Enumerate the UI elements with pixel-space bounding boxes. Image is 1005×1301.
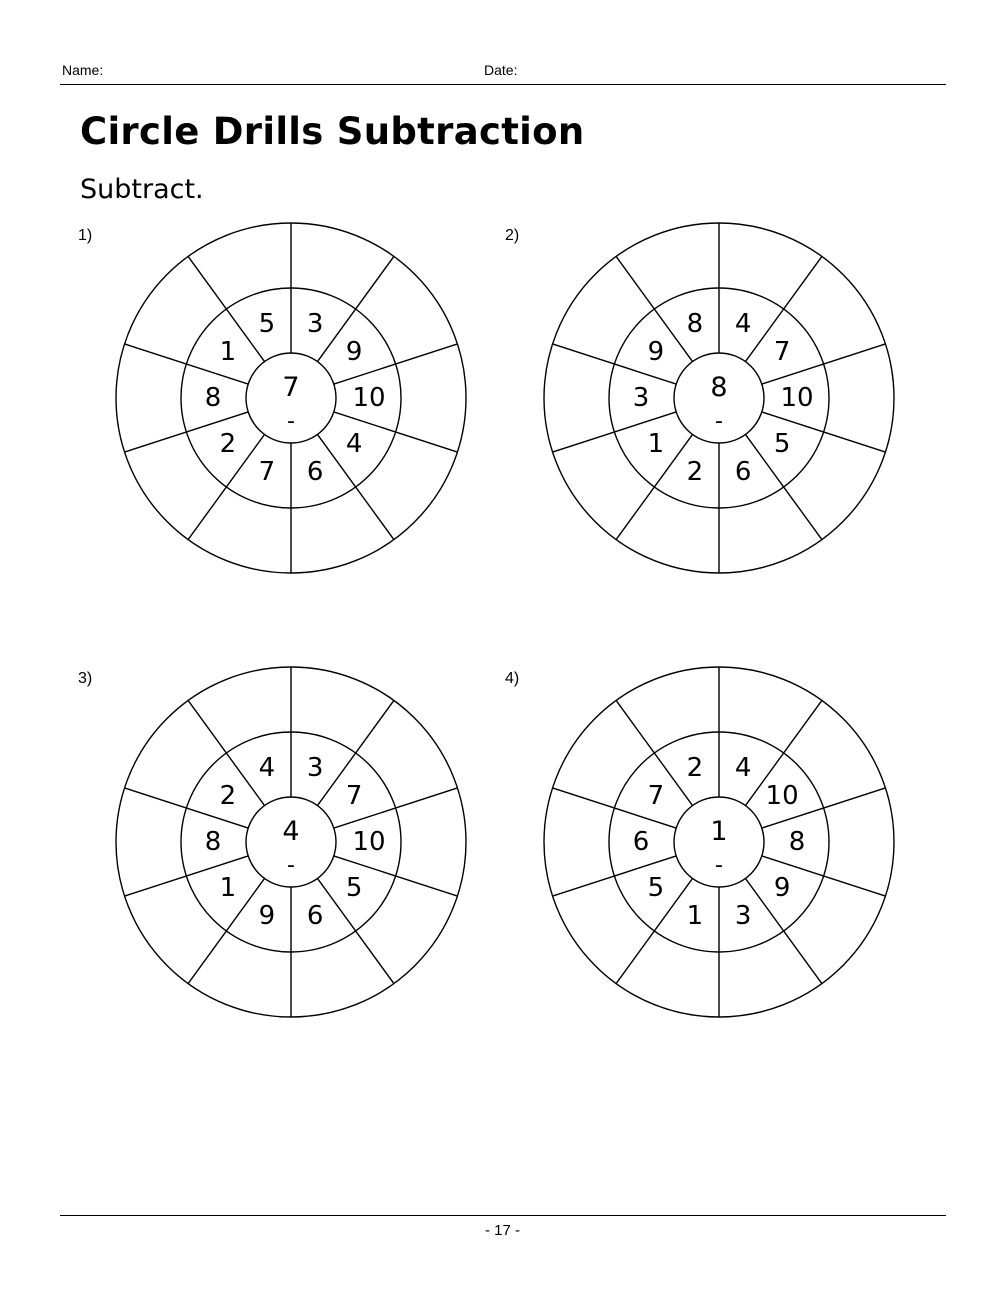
- answer-cell[interactable]: [816, 744, 852, 772]
- drill-number: 5: [647, 872, 665, 903]
- drill-number: 5: [258, 308, 276, 339]
- drill-number: 10: [352, 383, 386, 413]
- drill-number: 3: [734, 901, 752, 932]
- answer-cell[interactable]: [416, 828, 452, 856]
- answer-cell[interactable]: [586, 300, 622, 328]
- circle-drill-3: [114, 665, 468, 1019]
- answer-cell[interactable]: [131, 384, 167, 412]
- answer-cell[interactable]: [229, 964, 265, 992]
- answer-cell[interactable]: [745, 692, 781, 720]
- answer-cell[interactable]: [158, 468, 194, 496]
- drill-number: 8: [204, 827, 222, 857]
- answer-cell[interactable]: [844, 828, 880, 856]
- drill-number: 4: [734, 308, 752, 339]
- drill-number: 4: [258, 752, 276, 783]
- drill-number: 1: [219, 337, 237, 368]
- drill-number: 9: [773, 872, 791, 903]
- drill-number: 2: [219, 781, 237, 812]
- center-number: 7: [282, 372, 300, 403]
- answer-cell[interactable]: [586, 468, 622, 496]
- answer-cell[interactable]: [229, 248, 265, 276]
- drill-number: 5: [345, 872, 363, 903]
- operator-sign: -: [287, 853, 295, 878]
- answer-cell[interactable]: [657, 248, 693, 276]
- circle-drill-4: [542, 665, 896, 1019]
- answer-cell[interactable]: [317, 964, 353, 992]
- answer-cell[interactable]: [229, 520, 265, 548]
- drill-number: 6: [306, 901, 324, 932]
- drill-number: 3: [306, 308, 324, 339]
- answer-cell[interactable]: [158, 744, 194, 772]
- answer-cell[interactable]: [745, 248, 781, 276]
- drill-number: 4: [734, 752, 752, 783]
- answer-cell[interactable]: [745, 964, 781, 992]
- answer-cell[interactable]: [317, 248, 353, 276]
- drill-number: 1: [219, 872, 237, 903]
- drill-number: 7: [258, 457, 276, 488]
- drill-number: 10: [765, 781, 799, 812]
- answer-cell[interactable]: [388, 744, 424, 772]
- answer-cell[interactable]: [416, 384, 452, 412]
- answer-cell[interactable]: [158, 300, 194, 328]
- date-label: Date:: [484, 62, 518, 78]
- answer-cell[interactable]: [317, 692, 353, 720]
- answer-cell[interactable]: [317, 520, 353, 548]
- drill-number: 9: [647, 337, 665, 368]
- drill-number: 9: [258, 901, 276, 932]
- drill-number: 4: [345, 428, 363, 459]
- operator-sign: -: [287, 409, 295, 434]
- center-number: 4: [282, 816, 300, 847]
- drill-number: 7: [345, 781, 363, 812]
- worksheet-title: Circle Drills Subtraction: [80, 110, 585, 153]
- answer-cell[interactable]: [657, 520, 693, 548]
- problem-label-3: 3): [78, 670, 93, 687]
- answer-cell[interactable]: [229, 692, 265, 720]
- drill-number: 3: [632, 383, 650, 413]
- drill-number: 2: [686, 752, 704, 783]
- name-label: Name:: [62, 62, 104, 78]
- operator-sign: -: [715, 409, 723, 434]
- answer-cell[interactable]: [158, 912, 194, 940]
- header-rule: [60, 84, 946, 85]
- drill-number: 8: [204, 383, 222, 413]
- drill-number: 7: [647, 781, 665, 812]
- page-number: - 17 -: [484, 1222, 520, 1239]
- drill-number: 6: [632, 827, 650, 857]
- footer-rule: [60, 1215, 946, 1216]
- answer-cell[interactable]: [559, 384, 595, 412]
- answer-cell[interactable]: [657, 692, 693, 720]
- answer-cell[interactable]: [586, 912, 622, 940]
- instructions: Subtract.: [80, 174, 204, 205]
- drill-number: 3: [306, 752, 324, 783]
- answer-cell[interactable]: [657, 964, 693, 992]
- answer-cell[interactable]: [816, 300, 852, 328]
- answer-cell[interactable]: [388, 300, 424, 328]
- circle-drill-1: [114, 221, 468, 575]
- drill-number: 2: [219, 428, 237, 459]
- drill-number: 10: [352, 827, 386, 857]
- drill-number: 10: [780, 383, 814, 413]
- problem-label-2: 2): [505, 227, 520, 244]
- answer-cell[interactable]: [388, 468, 424, 496]
- answer-cell[interactable]: [586, 744, 622, 772]
- problem-label-1: 1): [78, 227, 93, 244]
- drill-number: 8: [686, 308, 704, 339]
- drill-number: 8: [788, 827, 806, 857]
- drill-number: 2: [686, 457, 704, 488]
- answer-cell[interactable]: [388, 912, 424, 940]
- answer-cell[interactable]: [559, 828, 595, 856]
- operator-sign: -: [715, 853, 723, 878]
- answer-cell[interactable]: [816, 468, 852, 496]
- answer-cell[interactable]: [131, 828, 167, 856]
- drill-number: 7: [773, 337, 791, 368]
- answer-cell[interactable]: [816, 912, 852, 940]
- drill-number: 6: [734, 457, 752, 488]
- drill-number: 6: [306, 457, 324, 488]
- drill-number: 1: [686, 901, 704, 932]
- answer-cell[interactable]: [745, 520, 781, 548]
- center-number: 8: [710, 372, 728, 403]
- circle-drill-2: [542, 221, 896, 575]
- drill-number: 1: [647, 428, 665, 459]
- drill-number: 5: [773, 428, 791, 459]
- answer-cell[interactable]: [844, 384, 880, 412]
- center-number: 1: [710, 816, 728, 847]
- drill-number: 9: [345, 337, 363, 368]
- problem-label-4: 4): [505, 670, 520, 687]
